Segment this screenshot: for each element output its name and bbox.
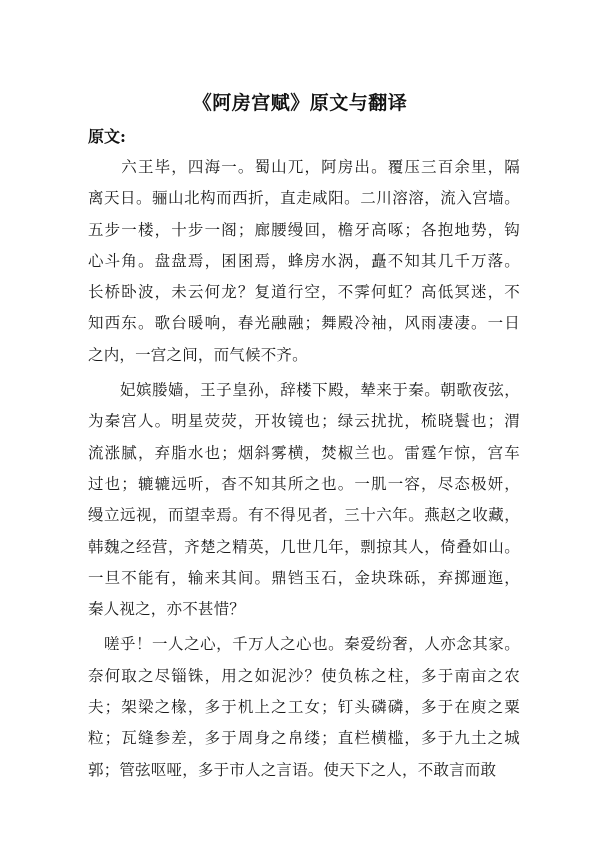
paragraph <box>88 375 520 625</box>
text-line: 一旦不能有，输来其间。鼎铛玉石，金块珠砾，弃掷逦迤， <box>88 568 520 587</box>
document-body <box>88 152 520 786</box>
text-line: 为秦宫人。明星荧荧，开妆镜也；绿云扰扰，梳晓鬟也；渭 <box>88 412 520 431</box>
text-line: 流涨腻，弃脂水也；烟斜雾横，焚椒兰也。雷霆乍惊，宫车 <box>88 443 520 462</box>
text-line: 粒；瓦缝参差，多于周身之帛缕；直栏横槛，多于九土之城 <box>88 729 520 748</box>
document-title: 《阿房宫赋》原文与翻译 <box>192 92 408 114</box>
paragraph <box>88 152 520 371</box>
text-line: 六王毕，四海一。蜀山兀，阿房出。覆压三百余里，隔 <box>88 158 520 176</box>
paragraph <box>88 629 520 785</box>
text-line: 郭；管弦呕哑，多于市人之言语。使天下之人，不敢言而敢 <box>88 760 497 779</box>
text-line: 秦人视之，亦不甚惜？ <box>88 600 246 619</box>
text-line: 韩魏之经营，齐楚之精英，几世几年，剽掠其人，倚叠如山。 <box>88 537 520 556</box>
text-line: 之内，一宫之间，而气候不齐。 <box>88 345 308 364</box>
text-line: 嗟乎！一人之心，千万人之心也。秦爱纷奢，人亦念其家。 <box>88 635 520 654</box>
text-line: 夫；架梁之椽，多于机上之工女；钉头磷磷，多于在庾之粟 <box>88 698 520 717</box>
text-line: 奈何取之尽锱铢，用之如泥沙？使负栋之柱，多于南亩之农 <box>88 666 520 685</box>
text-line: 过也；辘辘远听，杳不知其所之也。一肌一容，尽态极妍， <box>88 474 520 493</box>
text-line: 五步一楼，十步一阁；廊腰缦回，檐牙高啄；各抱地势，钩 <box>88 220 520 239</box>
text-line: 心斗角。盘盘焉，囷囷焉，蜂房水涡，矗不知其几千万落。 <box>88 251 520 270</box>
text-line: 知西东。歌台暖响，春光融融；舞殿冷袖，风雨凄凄。一日 <box>88 314 520 333</box>
section-label-original-text: 原文: <box>88 127 126 146</box>
text-line: 离天日。骊山北构而西折，直走咸阳。二川溶溶，流入宫墙。 <box>88 189 520 208</box>
text-line: 妃嫔媵嫱，王子皇孙，辞楼下殿，辇来于秦。朝歌夜弦， <box>88 381 520 400</box>
text-line: 长桥卧波，未云何龙？复道行空，不霁何虹？高低冥迷，不 <box>88 283 520 302</box>
text-line: 缦立远视，而望幸焉。有不得见者，三十六年。燕赵之收藏， <box>88 506 520 525</box>
